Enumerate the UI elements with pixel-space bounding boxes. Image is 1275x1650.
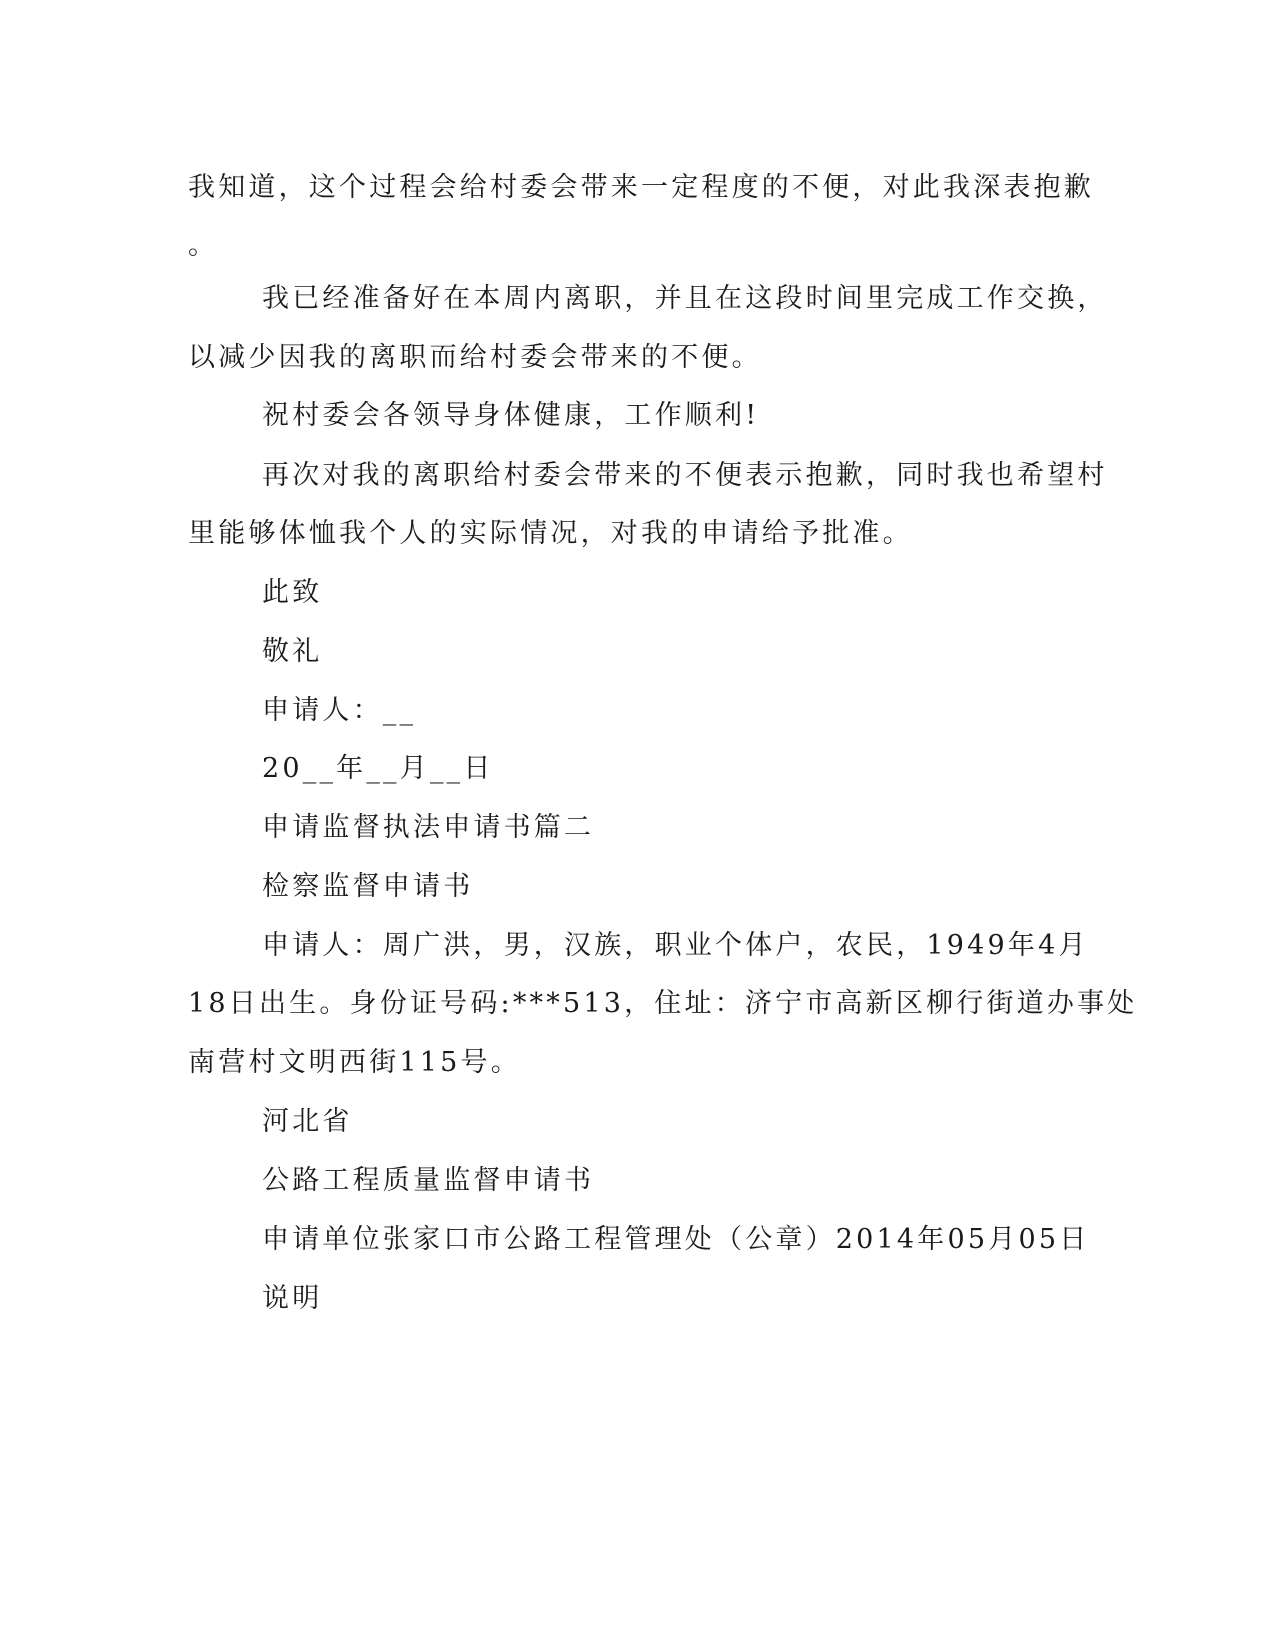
- paragraph-line: 以减少因我的离职而给村委会带来的不便。: [188, 342, 762, 373]
- paragraph-line: 18日出生。身份证号码:***513，住址：济宁市高新区柳行街道办事处: [188, 988, 1138, 1019]
- heading-line: 河北省: [262, 1106, 353, 1137]
- paragraph-line: 申请单位张家口市公路工程管理处（公章）2014年05月05日: [262, 1224, 1090, 1255]
- document-title: 检察监督申请书: [262, 871, 474, 902]
- paragraph-line: 再次对我的离职给村委会带来的不便表示抱歉，同时我也希望村: [262, 460, 1108, 491]
- paragraph-line: 里能够体恤我个人的实际情况，对我的申请给予批准。: [188, 518, 913, 549]
- date-line: 20__年__月__日: [262, 753, 494, 784]
- heading-line: 公路工程质量监督申请书: [262, 1165, 595, 1196]
- paragraph-line: 我知道，这个过程会给村委会带来一定程度的不便，对此我深表抱歉: [188, 172, 1094, 203]
- paragraph-line: 南营村文明西街115号。: [188, 1047, 521, 1078]
- section-title: 申请监督执法申请书篇二: [262, 812, 595, 843]
- paragraph-line: 申请人：周广洪，男，汉族，职业个体户，农民，1949年4月: [262, 930, 1089, 961]
- paragraph-line: 祝村委会各领导身体健康，工作顺利!: [262, 400, 760, 431]
- heading-line: 说明: [262, 1283, 323, 1314]
- closing-line: 敬礼: [262, 636, 323, 667]
- paragraph-line: 我已经准备好在本周内离职，并且在这段时间里完成工作交换，: [262, 283, 1108, 314]
- paragraph-line: 。: [188, 230, 219, 261]
- applicant-line: 申请人：__: [262, 695, 417, 726]
- closing-line: 此致: [262, 577, 323, 608]
